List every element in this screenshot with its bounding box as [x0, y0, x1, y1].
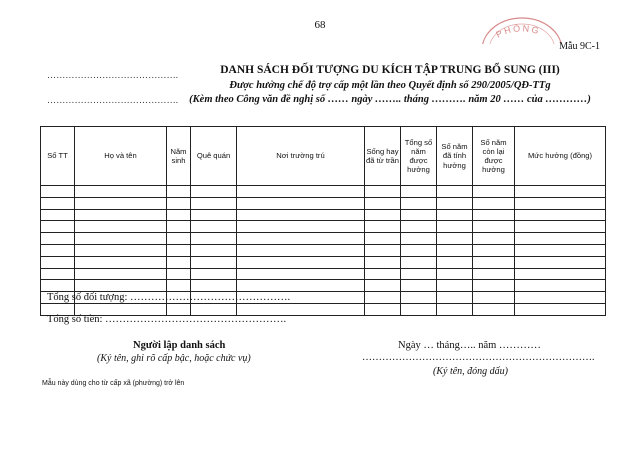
col-header-alive-status: Sống hay đã từ trần: [365, 127, 401, 186]
table-cell: [237, 186, 365, 198]
table-cell: [515, 292, 606, 304]
col-header-amount: Mức hưởng (đồng): [515, 127, 606, 186]
table-cell: [167, 221, 191, 233]
table-cell: [167, 280, 191, 292]
table-cell: [437, 233, 473, 245]
table-cell: [365, 244, 401, 256]
table-cell: [473, 244, 515, 256]
table-cell: [515, 280, 606, 292]
footnote: Mẫu này dùng cho từ cấp xã (phường) trở lên: [42, 380, 185, 387]
table-cell: [75, 197, 167, 209]
table-cell: [41, 280, 75, 292]
table-cell: [167, 197, 191, 209]
table-cell: [401, 197, 437, 209]
table-cell: [167, 244, 191, 256]
table-cell: [401, 303, 437, 315]
col-header-stt: Số TT: [41, 127, 75, 186]
table-cell: [437, 209, 473, 221]
table-cell: [365, 221, 401, 233]
table-cell: [401, 256, 437, 268]
attachment-line: (Kèm theo Công văn đề nghị số …… ngày …….. tháng ………. năm 20 …… của …………): [189, 94, 591, 105]
table-cell: [75, 256, 167, 268]
table-cell: [473, 280, 515, 292]
table-cell: [191, 256, 237, 268]
table-cell: [41, 268, 75, 280]
table-cell: [365, 292, 401, 304]
table-cell: [365, 303, 401, 315]
table-cell: [401, 292, 437, 304]
table-cell: [41, 221, 75, 233]
table-cell: [167, 186, 191, 198]
table-cell: [237, 280, 365, 292]
table-cell: [41, 233, 75, 245]
table-cell: [515, 197, 606, 209]
table-cell: [473, 221, 515, 233]
table-cell: [237, 244, 365, 256]
col-header-hometown: Quê quán: [191, 127, 237, 186]
col-header-birth-year: Năm sinh: [167, 127, 191, 186]
table-cell: [473, 256, 515, 268]
table-cell: [191, 197, 237, 209]
table-cell: [515, 244, 606, 256]
table-cell: [437, 268, 473, 280]
table-cell: [437, 292, 473, 304]
table-cell: [41, 197, 75, 209]
table-cell: [191, 209, 237, 221]
table-cell: [437, 303, 473, 315]
table-cell: [473, 268, 515, 280]
table-cell: [75, 268, 167, 280]
table-cell: [365, 197, 401, 209]
table-cell: [515, 256, 606, 268]
table-cell: [75, 280, 167, 292]
table-cell: [437, 256, 473, 268]
table-cell: [75, 221, 167, 233]
table-cell: [365, 280, 401, 292]
table-cell: [75, 233, 167, 245]
table-cell: [167, 256, 191, 268]
table-cell: [437, 244, 473, 256]
table-row: [41, 268, 606, 280]
left-dots-line-2: …………………………………….: [47, 95, 179, 105]
table-cell: [473, 209, 515, 221]
svg-text:PHÒNG: [494, 23, 541, 40]
table-cell: [191, 221, 237, 233]
table-cell: [473, 233, 515, 245]
table-cell: [437, 197, 473, 209]
table-header-row: [41, 127, 606, 186]
col-header-residence: Nơi trường trú: [237, 127, 365, 186]
stamp-text: PHÒNG: [494, 23, 542, 40]
table-cell: [41, 209, 75, 221]
table-cell: [437, 221, 473, 233]
table-row: [41, 221, 606, 233]
table-cell: [515, 186, 606, 198]
table-cell: [237, 268, 365, 280]
red-stamp-seal: [478, 10, 564, 44]
table-cell: [515, 209, 606, 221]
col-header-total-years: Tổng số năm được hưởng: [401, 127, 437, 186]
table-cell: [437, 186, 473, 198]
table-cell: [473, 197, 515, 209]
total-people-line: Tổng số đối tượng: ……………………………………….: [47, 292, 291, 303]
form-code: Mẫu 9C-1: [559, 41, 600, 52]
preparer-note: (Ký tên, ghi rõ cấp bậc, hoặc chức vụ): [97, 353, 251, 364]
table-cell: [401, 186, 437, 198]
beneficiary-table: [40, 126, 606, 316]
col-header-counted-years: Số năm đã tính hưởng: [437, 127, 473, 186]
table-cell: [237, 256, 365, 268]
table-cell: [401, 280, 437, 292]
table-cell: [437, 280, 473, 292]
table-cell: [365, 186, 401, 198]
table-row: [41, 244, 606, 256]
table-cell: [237, 209, 365, 221]
table-cell: [41, 256, 75, 268]
table-cell: [191, 186, 237, 198]
table-cell: [473, 303, 515, 315]
table-row: [41, 209, 606, 221]
table-cell: [365, 268, 401, 280]
table-cell: [167, 209, 191, 221]
table-cell: [75, 186, 167, 198]
table-cell: [191, 244, 237, 256]
table-cell: [365, 256, 401, 268]
table-cell: [237, 197, 365, 209]
table-cell: [473, 292, 515, 304]
col-header-name: Họ và tên: [75, 127, 167, 186]
table-row: [41, 233, 606, 245]
signer-note: (Ký tên, đóng dấu): [433, 366, 508, 377]
preparer-title: Người lập danh sách: [133, 340, 226, 351]
table-cell: [401, 233, 437, 245]
table-cell: [365, 233, 401, 245]
table-cell: [237, 233, 365, 245]
table-cell: [473, 186, 515, 198]
table-cell: [237, 221, 365, 233]
table-cell: [75, 244, 167, 256]
signer-dots: …………………………………………………………….: [362, 352, 595, 363]
table-cell: [401, 209, 437, 221]
table-cell: [515, 303, 606, 315]
table-cell: [167, 268, 191, 280]
table-cell: [41, 244, 75, 256]
table-cell: [401, 221, 437, 233]
table-cell: [191, 268, 237, 280]
table-cell: [191, 233, 237, 245]
table-cell: [515, 221, 606, 233]
page-number: 68: [314, 19, 326, 31]
table-cell: [191, 280, 237, 292]
table-row: [41, 197, 606, 209]
table-cell: [401, 268, 437, 280]
table-cell: [75, 209, 167, 221]
table-row: [41, 280, 606, 292]
table-cell: [401, 244, 437, 256]
table-cell: [515, 268, 606, 280]
table-cell: [365, 209, 401, 221]
table-cell: [167, 233, 191, 245]
table-row: [41, 256, 606, 268]
document-title: DANH SÁCH ĐỐI TƯỢNG DU KÍCH TẬP TRUNG BỔ SUNG (III): [220, 64, 560, 76]
document-subtitle: Được hưởng chế độ trợ cấp một lần theo Quyết định số 290/2005/QĐ-TTg: [229, 80, 551, 91]
col-header-remaining-years: Số năm còn lại được hưởng: [473, 127, 515, 186]
table-cell: [41, 186, 75, 198]
date-line: Ngày … tháng….. năm …………: [398, 340, 541, 351]
left-dots-line-1: …………………………………….: [47, 70, 179, 80]
table-cell: [515, 233, 606, 245]
total-money-line: Tổng số tiền: …………………………………………….: [47, 314, 287, 325]
table-row: [41, 186, 606, 198]
